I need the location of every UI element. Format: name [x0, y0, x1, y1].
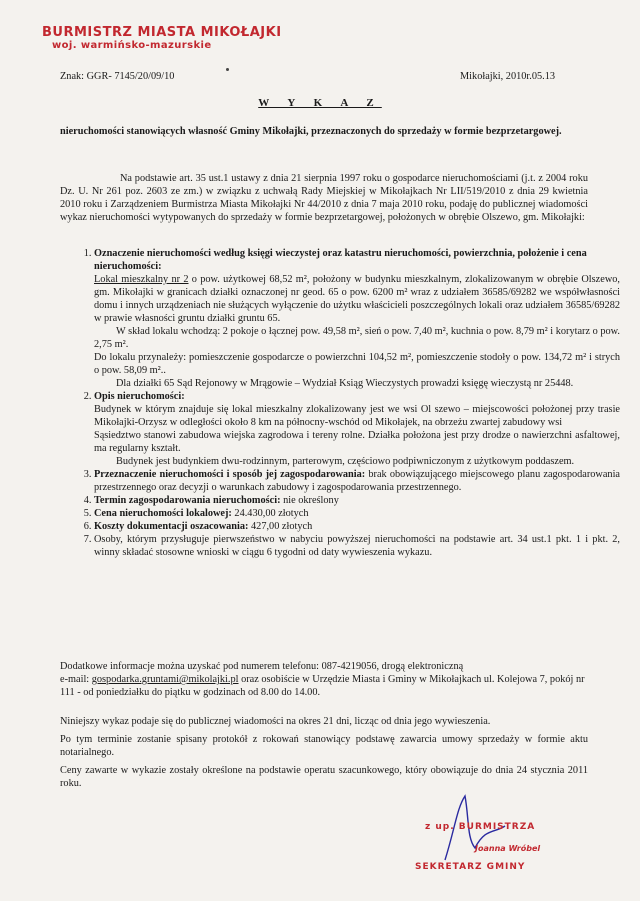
closing-paragraph-1: Niniejszy wykaz podaje się do publicznej wiadomości na okres 21 dni, licząc od dnia jego wywieszenia. — [60, 716, 491, 727]
document-subject: nieruchomości stanowiących własność Gminy Mikołajki, przeznaczonych do sprzedaży w formie bezprzetargowej. — [60, 126, 562, 137]
contact-info — [60, 660, 590, 699]
section-7 — [94, 533, 620, 559]
closing-paragraphs — [60, 715, 588, 795]
section-2-text-2: Sąsiedztwo stanowi zabudowa wiejska zagrodowa i tereny rolne. Działka położona jest przy drodze o nawierzchni asfaltowej, ma regularny kształt. — [94, 430, 620, 454]
section-6-heading: Koszty dokumentacji oszacowania: — [94, 521, 249, 532]
place-date: Mikołajki, 2010r.05.13 — [460, 71, 555, 82]
section-4 — [94, 494, 620, 507]
closing-paragraph-2: Po tym terminie zostanie spisany protokół z rokowań stanowiący podstawę zawarcia umowy sprzedaży w formie aktu notarialnego. — [60, 734, 588, 758]
dot-mark — [226, 68, 229, 71]
section-1 — [94, 247, 620, 390]
sections-list — [62, 247, 620, 559]
section-4-text: nie określony — [280, 495, 339, 506]
section-5-heading: Cena nieruchomości lokalowej: — [94, 508, 232, 519]
section-4-heading: Termin zagospodarowania nieruchomości: — [94, 495, 281, 506]
section-1-text-1: o pow. użytkowej 68,52 m², położony w budynku mieszkalnym, zlokalizowanym w obrębie Olszewo, gm. Mikołajki w granicach działki oznaczonej nr geod. 65 o pow. 6200 m² wraz z udziałem 36585/69282 we współwłasności domu i innych urządzeniach nie służących wyłączenie do użytku właścicieli poszczególnych lokali oraz udziałem 36585/69282 w prawie własności gruntu działki gruntu 65. — [94, 274, 620, 324]
section-1-text-4: Dla działki 65 Sąd Rejonowy w Mrągowie – Wydział Ksiąg Wieczystych prowadzi księgę wieczystą nr 25448. — [116, 378, 574, 389]
section-6-text: 427,00 złotych — [248, 521, 313, 532]
section-2-text-3: Budynek jest budynkiem dwu-rodzinnym, parterowym, częściowo podpiwniczonym z użytkowym poddaszem. — [116, 456, 575, 467]
section-5-text: 24.430,00 złotych — [231, 508, 309, 519]
signature-line-1: z up. BURMISTRZA — [425, 822, 536, 832]
document-title: W Y K A Z — [258, 97, 382, 109]
section-2 — [94, 390, 620, 468]
section-1-text-2: W skład lokalu wchodzą: 2 pokoje o łącznej pow. 49,58 m², sień o pow. 7,40 m², kuchnia o pow. 8,79 m² i korytarz o pow. 2,75 m². — [94, 326, 620, 350]
section-3 — [94, 468, 620, 494]
email-link[interactable]: gospodarka.gruntami@mikolajki.pl — [91, 674, 239, 685]
section-1-text-3: Do lokalu przynależy: pomieszczenie gospodarcze o powierzchni 104,52 m², pomieszczenie stodoły o pow. 134,72 m² i strych o pow. 58,09 m².. — [94, 352, 620, 376]
section-6 — [94, 520, 620, 533]
section-2-heading: Opis nieruchomości: — [94, 391, 185, 402]
signature-line-2: Joanna Wróbel — [475, 844, 541, 853]
contact-line-2-rest: oraz osobiście w Urzędzie Miasta i Gminy w Mikołajkach ul. Kolejowa 7, pokój nr 111 - od poniedziałku do piątku w godzinach od 8.00 do 14.00. — [60, 674, 585, 698]
section-1-heading: Oznaczenie nieruchomości według księgi wieczystej oraz katastru nieruchomości, powierzchnia, położenie i cena nieruchomości: — [94, 248, 587, 272]
signature-line-3: SEKRETARZ GMINY — [415, 862, 526, 872]
stamp-line-2: woj. warmińsko-mazurskie — [52, 40, 212, 52]
lokal-label: Lokal mieszkalny nr 2 — [94, 274, 189, 285]
section-3-text: brak obowiązującego miejscowego planu zagospodarowania przestrzennego oraz decyzji o warunkach zabudowy i zagospodarowania przestrzennego. — [94, 469, 620, 493]
section-2-text-1: Budynek w którym znajduje się lokal mieszkalny zlokalizowany jest we wsi Ol szewo – miejscowości położonej przy trasie Mikołajki-Orzysz w odległości około 8 km na północny-wschód od Mikołajek, na obrzeżu zwartej zabudowy wsi — [94, 404, 620, 428]
stamp-line-1: BURMISTRZ MIASTA MIKOŁAJKI — [42, 25, 282, 40]
section-5 — [94, 507, 620, 520]
closing-paragraph-3: Ceny zawarte w wykazie zostały określone na podstawie operatu szacunkowego, który obowiązuje do dnia 24 stycznia 2011 roku. — [60, 765, 588, 789]
signature-stamp — [405, 808, 585, 888]
reference-number: Znak: GGR- 7145/20/09/10 — [60, 71, 175, 82]
contact-line-1: Dodatkowe informacje można uzyskać pod numerem telefonu: 087-4219056, drogą elektroniczną — [60, 661, 464, 672]
mayor-stamp — [42, 26, 282, 51]
section-3-heading: Przeznaczenie nieruchomości i sposób jej zagospodarowania: — [94, 469, 366, 480]
email-prefix: e-mail: — [60, 674, 92, 685]
contact-line-2 — [60, 673, 590, 699]
section-1-body — [94, 273, 620, 325]
section-7-text: Osoby, którym przysługuje pierwszeństwo w nabyciu powyższej nieruchomości na podstawie art. 34 ust.1 pkt. 1 i pkt. 2, winny składać stosowne wnioski w ciągu 6 tygodni od daty wywieszenia wykazu. — [94, 534, 620, 558]
intro-paragraph: Na podstawie art. 35 ust.1 ustawy z dnia 21 sierpnia 1997 roku o gospodarce nieruchomościami (j.t. z 2004 roku Dz. U. Nr 261 poz. 2603 ze zm.) w związku z uchwałą Rady Miejskiej w Mikołajkach Nr LII/519/2010 z dnia 29 kwietnia 2010 roku i Zarządzeniem Burmistrza Miasta Mikołajki Nr 44/2010 z dnia 7 maja 2010 roku, podaję do publicznej wiadomości wykaz nieruchomości wytypowanych do sprzedaży w formie bezprzetargowej, położonych w obrębie Olszewo, gm. Mikołajki: — [60, 173, 588, 223]
